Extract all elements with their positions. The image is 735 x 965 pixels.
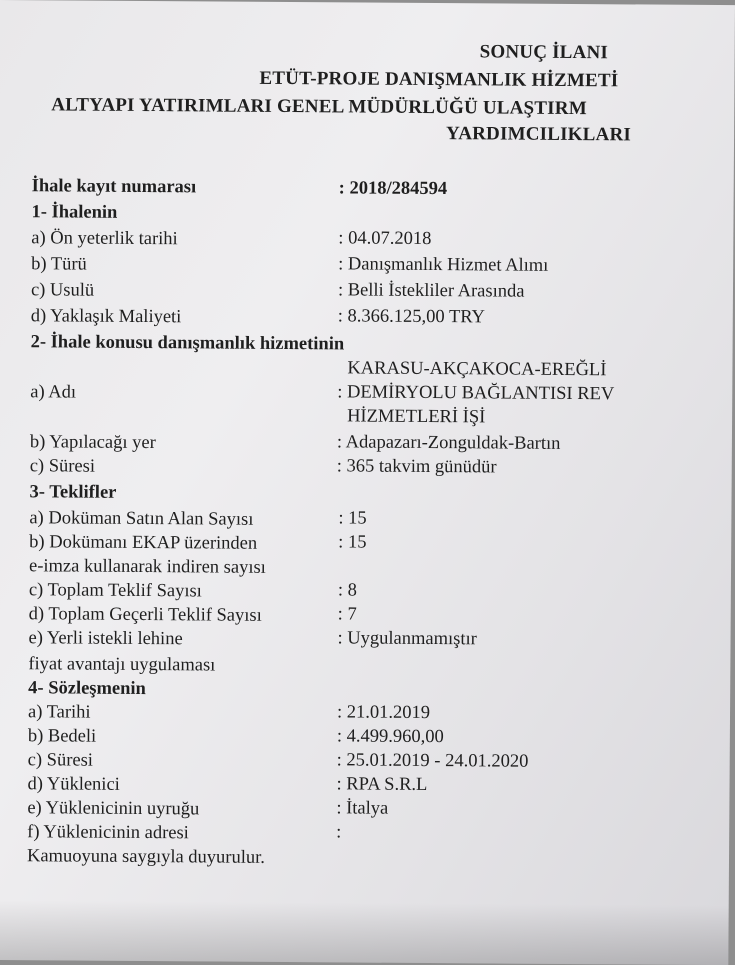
tender-type-label: b) Türü bbox=[31, 254, 87, 275]
service-name-label: a) Adı bbox=[30, 382, 77, 403]
docs-purchased-value: : 15 bbox=[338, 508, 367, 529]
docs-downloaded-value: : 15 bbox=[338, 532, 367, 553]
paper-shadow bbox=[0, 900, 729, 965]
tender-type-value: : Danışmanlık Hizmet Alımı bbox=[338, 254, 549, 276]
domestic-advantage-label-cont: fiyat avantajı uygulaması bbox=[28, 654, 216, 676]
announcement-title: SONUÇ İLANI bbox=[479, 41, 609, 64]
contractor-value: : RPA S.R.L bbox=[336, 774, 428, 796]
docs-downloaded-label-cont: e-imza kullanarak indiren sayısı bbox=[28, 556, 266, 578]
contractor-address-label: f) Yüklenicinin adresi bbox=[27, 822, 189, 844]
registry-label: İhale kayıt numarası bbox=[31, 176, 197, 198]
location-value: : Adapazarı-Zonguldak-Bartın bbox=[336, 432, 561, 454]
service-type-title: ETÜT-PROJE DANIŞMANLIK HİZMETİ bbox=[259, 67, 619, 92]
domestic-advantage-value: : Uygulanmamıştır bbox=[337, 628, 477, 650]
valid-bids-label: d) Toplam Geçerli Teklif Sayısı bbox=[28, 604, 262, 626]
contract-amount-value: : 4.499.960,00 bbox=[336, 726, 444, 748]
domestic-advantage-label: e) Yerli istekli lehine bbox=[28, 628, 183, 650]
contract-date-label: a) Tarihi bbox=[27, 702, 91, 723]
directorate-title: ALTYAPI YATIRIMLARI GENEL MÜDÜRLÜĞÜ ULAŞTIRM bbox=[51, 94, 587, 120]
total-bids-value: : 8 bbox=[337, 580, 357, 601]
duration-label: c) Süresi bbox=[29, 456, 96, 477]
contractor-label: d) Yüklenici bbox=[27, 774, 120, 795]
section3-title: 3- Teklifler bbox=[29, 482, 117, 503]
procedure-label: c) Usulü bbox=[30, 280, 95, 301]
total-bids-label: c) Toplam Teklif Sayısı bbox=[28, 580, 202, 602]
procedure-value: : Belli İstekliler Arasında bbox=[337, 280, 525, 302]
directorate-title-cont: YARDIMCILIKLARI bbox=[446, 123, 632, 146]
location-label: b) Yapılacağı yer bbox=[29, 432, 156, 454]
estimated-cost-value: : 8.366.125,00 TRY bbox=[337, 306, 486, 328]
service-name-line3: HİZMETLERİ İŞİ bbox=[347, 406, 486, 428]
duration-value: : 365 takvim günüdür bbox=[336, 456, 497, 478]
contractor-nationality-label: e) Yüklenicinin uyruğu bbox=[27, 798, 200, 820]
prequalification-date-value: : 04.07.2018 bbox=[338, 228, 432, 250]
contract-duration-value: : 25.01.2019 - 24.01.2020 bbox=[336, 750, 529, 772]
section4-title: 4- Sözleşmenin bbox=[28, 678, 146, 700]
contractor-address-value: : bbox=[336, 822, 342, 843]
section2-title: 2- İhale konusu danışmanlık hizmetinin bbox=[30, 332, 345, 355]
service-name-line1: KARASU-AKÇAKOCA-EREĞLİ bbox=[347, 358, 607, 381]
registry-value: : 2018/284594 bbox=[338, 178, 448, 200]
contract-amount-label: b) Bedeli bbox=[27, 726, 97, 747]
estimated-cost-label: d) Yaklaşık Maliyeti bbox=[30, 306, 182, 328]
section1-title: 1- İhalenin bbox=[31, 202, 118, 223]
contract-duration-label: c) Süresi bbox=[27, 750, 94, 771]
contractor-nationality-value: : İtalya bbox=[336, 798, 389, 819]
contract-date-value: : 21.01.2019 bbox=[336, 702, 431, 724]
prequalification-date-label: a) Ön yeterlik tarihi bbox=[31, 228, 178, 250]
closing-statement: Kamuoyuna saygıyla duyurulur. bbox=[26, 846, 265, 868]
docs-downloaded-label: b) Dokümanı EKAP üzerinden bbox=[29, 532, 258, 554]
service-name-line2: : DEMİRYOLU BAĞLANTISI REV bbox=[337, 382, 615, 405]
docs-purchased-label: a) Doküman Satın Alan Sayısı bbox=[29, 508, 254, 530]
valid-bids-value: : 7 bbox=[337, 604, 357, 625]
